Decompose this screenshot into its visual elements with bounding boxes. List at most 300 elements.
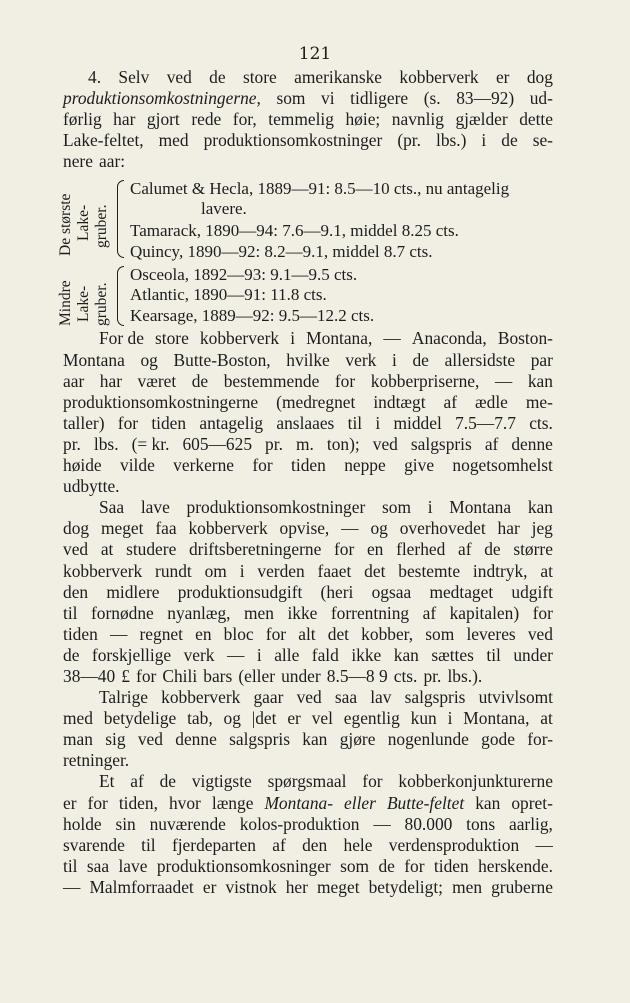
word: saa	[334, 687, 358, 708]
word: for	[265, 623, 287, 644]
word: kobberkonjunkturerne	[398, 771, 553, 792]
table-row: Calumet & Hecla, 1889—91: 8.5—10 cts., nu antagelig	[130, 179, 510, 199]
group2-label-line1: Mindre	[57, 280, 74, 327]
word: pr.	[265, 433, 283, 454]
word: amerikanske	[294, 67, 383, 87]
word: som	[425, 623, 455, 644]
word: vel	[311, 708, 333, 729]
word: ton);	[326, 433, 360, 454]
text-line	[63, 434, 553, 455]
word: dog	[63, 518, 90, 539]
word: med	[63, 708, 93, 729]
word: af	[272, 834, 286, 855]
word: ved	[137, 729, 163, 750]
word: studere	[126, 539, 177, 560]
word: gaar	[253, 687, 284, 708]
word: anslaaes	[276, 412, 335, 433]
word: Selv	[118, 67, 150, 87]
word: pr.	[63, 433, 81, 454]
word: Montana,	[306, 328, 373, 349]
word: opret-	[511, 792, 553, 813]
word: og	[140, 349, 158, 370]
word: gjøre	[339, 729, 376, 750]
word: vistnok	[225, 876, 277, 897]
word: tons	[466, 813, 496, 834]
word: nogetsomhelst	[452, 455, 553, 476]
word: For de	[99, 328, 144, 349]
word: ikke	[351, 644, 382, 665]
word: (pr.	[397, 130, 421, 151]
word: er	[495, 67, 510, 87]
word: retninger.	[63, 750, 130, 771]
word: for	[532, 602, 553, 623]
word: indtryk,	[472, 560, 528, 581]
word: kan	[527, 497, 553, 518]
word: jeg	[531, 518, 553, 539]
word: —	[63, 876, 81, 897]
text-line	[63, 151, 553, 172]
table-row: Kearsage, 1889—92: 9.5—12.2 cts.	[130, 306, 375, 326]
word: verk	[345, 349, 377, 370]
word: cts.	[529, 412, 553, 433]
word: aar	[63, 370, 85, 391]
word: er	[63, 792, 77, 813]
word: svarende	[63, 834, 125, 855]
text-line	[63, 835, 553, 856]
word: de	[484, 539, 501, 560]
word: lbs.).	[447, 665, 483, 686]
word: høide	[63, 455, 102, 476]
word: flerhed	[396, 539, 446, 560]
word: aarlig,	[508, 813, 553, 834]
word: opvise,	[279, 518, 330, 539]
word: 605—625	[182, 433, 253, 454]
word: driftsberetningerne	[188, 539, 322, 560]
word: rundt	[155, 560, 192, 581]
word: under	[513, 644, 553, 665]
word: (heri	[320, 581, 354, 602]
word: Montana-	[264, 792, 334, 813]
text-line	[63, 67, 553, 88]
word: cts.	[393, 665, 418, 686]
word: har	[113, 109, 136, 130]
word: taller)	[63, 412, 105, 433]
word: produktionsomkostningerne	[63, 391, 259, 412]
word: kobberverk	[161, 687, 241, 708]
word: kun	[410, 708, 437, 729]
word: regnet	[139, 623, 183, 644]
table-row: Atlantic, 1890—91: 11.8 cts.	[130, 285, 327, 305]
word: Malmforraadet	[89, 876, 194, 897]
word: kan	[393, 644, 419, 665]
word: vi	[321, 88, 335, 109]
word: Lake-feltet,	[63, 130, 144, 151]
word: i	[391, 349, 397, 370]
word: temmelig	[268, 109, 334, 130]
group2-brace	[117, 266, 124, 326]
word: (s.	[423, 88, 441, 109]
word: den	[302, 834, 328, 855]
word: me-	[525, 391, 553, 412]
word: de	[159, 771, 177, 792]
word: de	[191, 370, 209, 391]
word: en	[366, 539, 384, 560]
word: eller	[344, 792, 376, 813]
word: hele	[343, 834, 373, 855]
word: spørgsmaal	[267, 771, 347, 792]
word: af	[484, 433, 499, 454]
word: middel	[393, 412, 442, 433]
word: leveres	[466, 623, 516, 644]
word: nuværende	[149, 813, 226, 834]
word: for	[362, 771, 383, 792]
word: overhovedet	[399, 518, 486, 539]
cost-table	[57, 176, 553, 327]
word: bars	[203, 665, 233, 686]
word: den	[63, 581, 89, 602]
word: det	[364, 560, 386, 581]
word: de	[501, 130, 518, 151]
text-line	[63, 88, 553, 109]
word: af	[443, 391, 458, 412]
word: par	[530, 349, 553, 370]
word: store	[242, 67, 277, 87]
word: ud-	[529, 88, 553, 109]
page-number: 121	[298, 44, 332, 64]
word: til	[63, 602, 78, 623]
word: sig	[105, 729, 126, 750]
word: længe	[211, 792, 254, 813]
word: ved	[296, 687, 322, 708]
word: lave	[118, 855, 148, 876]
word: rede	[191, 109, 222, 130]
word: at	[540, 560, 553, 581]
group1-label-line2: Lake-	[75, 205, 92, 242]
text-line	[63, 771, 553, 792]
word: en	[195, 623, 212, 644]
word: hvor	[168, 792, 201, 813]
word: Montana	[63, 349, 125, 370]
word: til	[347, 412, 363, 433]
word: Montana	[449, 497, 512, 518]
word: ogsaa	[371, 581, 412, 602]
word: som	[276, 88, 306, 109]
text-line	[63, 561, 553, 582]
text-line	[63, 109, 553, 130]
word: ved	[63, 539, 89, 560]
word: —	[341, 518, 359, 539]
word: fald	[311, 644, 339, 665]
text-line	[63, 539, 553, 560]
word: betydeligt;	[368, 876, 443, 897]
word: fjerdeparten	[171, 834, 256, 855]
word: —	[373, 813, 391, 834]
word: verkerne	[173, 455, 234, 476]
word: bestemte	[398, 560, 461, 581]
word: dog	[526, 67, 553, 87]
word: tab,	[187, 708, 213, 729]
word: hvilke	[286, 349, 330, 370]
word: i	[256, 644, 262, 665]
word: verden	[257, 560, 305, 581]
word: produktionsomkostninger	[186, 497, 366, 518]
word: denne	[511, 433, 553, 454]
word: aar:	[99, 151, 126, 172]
text-line	[63, 497, 553, 518]
word: om	[204, 560, 227, 581]
word: salgspris	[410, 433, 472, 454]
word: Talrige	[99, 687, 148, 708]
word: Butte-Boston,	[173, 349, 271, 370]
word: faa	[155, 518, 177, 539]
text-line	[63, 687, 553, 708]
word: af	[458, 539, 472, 560]
word: kobberpriserne,	[370, 370, 480, 391]
word: faaet	[317, 560, 352, 581]
word: kobberverk	[199, 328, 280, 349]
table-row: Quincy, 1890—92: 8.2—9.1, middel 8.7 cts.	[130, 242, 433, 262]
word: for	[136, 665, 157, 686]
group2-label-line3: gruber.	[93, 282, 110, 327]
word: Montana,	[463, 708, 530, 729]
word: til	[63, 855, 78, 876]
word: antagelig	[199, 412, 264, 433]
word: høie;	[345, 109, 381, 130]
text-line	[63, 793, 553, 814]
text-line	[63, 392, 553, 413]
paragraph-4	[63, 67, 553, 172]
text-line	[63, 455, 553, 476]
word: m.	[295, 433, 314, 454]
word: sættes	[431, 644, 474, 665]
word: som	[340, 855, 370, 876]
paragraph-question	[63, 771, 553, 898]
word: produktionsomkosninger	[156, 855, 331, 876]
word: men	[452, 876, 483, 897]
word: for	[334, 370, 356, 391]
word: at	[540, 708, 553, 729]
word: som	[381, 497, 411, 518]
word: 80.000	[404, 813, 453, 834]
word: de	[209, 67, 226, 87]
word: for-	[527, 729, 553, 750]
word: man	[63, 729, 93, 750]
word: her	[285, 876, 308, 897]
word: af	[422, 602, 437, 623]
word: i	[290, 328, 296, 349]
word: salgspris	[404, 687, 466, 708]
word: med	[158, 130, 189, 151]
word: Saa	[99, 497, 125, 518]
word: 8.5—8 9	[326, 665, 388, 686]
word: nogenlunde	[387, 729, 469, 750]
word: |det	[251, 708, 277, 729]
word: Et	[99, 771, 115, 792]
group1-label-line3: gruber.	[93, 204, 110, 249]
word: tiden	[291, 455, 326, 476]
word: kobber,	[361, 623, 414, 644]
text-line	[63, 603, 553, 624]
word: lbs.	[93, 433, 119, 454]
word: allersidste	[444, 349, 516, 370]
word: været	[137, 370, 177, 391]
word: og	[223, 708, 241, 729]
text-line	[63, 413, 553, 434]
paragraph-low-costs	[63, 497, 553, 687]
word: har	[497, 518, 520, 539]
word: forrentning	[330, 602, 410, 623]
word: —	[109, 623, 128, 644]
word: ved	[372, 433, 398, 454]
table-row: lavere.	[201, 199, 247, 219]
word: forskjellige	[91, 644, 172, 665]
word: dette	[519, 109, 553, 130]
word: for	[117, 412, 139, 433]
word: lave	[140, 497, 170, 518]
word: tiden	[63, 623, 98, 644]
word: fornødne	[90, 602, 154, 623]
word: for	[87, 792, 108, 813]
word: kolos-produktion	[239, 813, 360, 834]
word: lbs.)	[435, 130, 467, 151]
paragraph-losses	[63, 687, 553, 771]
word: nere	[63, 151, 93, 172]
word: produktionsudgift	[177, 581, 303, 602]
word: vilde	[120, 455, 155, 476]
text-line	[63, 877, 553, 898]
word: ikke	[287, 602, 318, 623]
word: salgspris	[229, 729, 290, 750]
text-line	[63, 856, 553, 877]
text-line	[63, 729, 553, 750]
word: 4.	[88, 67, 102, 87]
word: ved	[527, 623, 553, 644]
word: 38—40	[63, 665, 116, 686]
word: udbytte.	[63, 476, 120, 497]
word: kan	[527, 370, 553, 391]
word: —	[494, 370, 513, 391]
word: i	[239, 560, 245, 581]
word: tiden	[433, 855, 469, 876]
word: denne	[175, 729, 217, 750]
paragraph-montana	[63, 328, 553, 497]
word: de	[63, 644, 80, 665]
text-line	[63, 708, 553, 729]
word: give	[404, 455, 435, 476]
text-line	[63, 814, 553, 835]
word: kobberverk	[63, 560, 143, 581]
word: herskende.	[478, 855, 553, 876]
text-line	[63, 476, 553, 497]
group2-label-line2: Lake-	[75, 286, 92, 323]
word: alle	[274, 644, 300, 665]
word: vigtigste	[191, 771, 252, 792]
body-text	[57, 67, 553, 898]
word: kapitalen)	[449, 602, 520, 623]
word: Anaconda,	[411, 328, 487, 349]
word: kan	[475, 792, 501, 813]
word: Butte-feltet	[386, 792, 465, 813]
word: større	[513, 539, 553, 560]
word: gode	[481, 729, 515, 750]
text-line	[63, 518, 553, 539]
word: bestemmende	[223, 370, 320, 391]
word: tidligere	[350, 88, 409, 109]
word: Boston-	[497, 328, 553, 349]
word: —	[535, 834, 553, 855]
word: navnlig	[391, 109, 444, 130]
word: lav	[370, 687, 392, 708]
word: egentlig	[343, 708, 400, 729]
word: er	[202, 876, 217, 897]
word: det	[327, 623, 350, 644]
word: 83—92)	[456, 88, 515, 109]
word: verdensproduktion	[388, 834, 520, 855]
word: gruberne	[491, 876, 553, 897]
word: medtaget	[429, 581, 494, 602]
word: i	[447, 708, 453, 729]
word: sin	[115, 813, 136, 834]
word: holde	[63, 813, 102, 834]
word: af	[130, 771, 144, 792]
group1-label-line1: De største	[57, 194, 74, 257]
group1-brace	[117, 180, 124, 258]
word: at	[100, 539, 114, 560]
word: ved	[166, 67, 192, 87]
word: kobberverk	[188, 518, 268, 539]
word: alt	[298, 623, 316, 644]
word: tiden	[151, 412, 187, 433]
word: i	[427, 497, 433, 518]
word: —	[383, 328, 401, 349]
word: £	[121, 665, 130, 686]
word: førlig	[63, 109, 102, 130]
word: i	[375, 412, 381, 433]
word: verk	[183, 644, 215, 665]
word: nyanlæg,	[167, 602, 231, 623]
text-line	[63, 371, 553, 392]
word: har	[99, 370, 122, 391]
word: bloc	[223, 623, 254, 644]
word: meget	[317, 876, 360, 897]
word: betydelige	[103, 708, 177, 729]
word: for	[252, 455, 273, 476]
text-line	[63, 666, 553, 687]
word: kobberverk	[399, 67, 479, 87]
word: til	[141, 834, 156, 855]
text-line	[63, 350, 553, 371]
word: er	[287, 708, 301, 729]
word: de	[412, 349, 429, 370]
word: for	[333, 539, 355, 560]
word: saa	[86, 855, 110, 876]
word: for,	[232, 109, 257, 130]
table-row: Tamarack, 1890—94: 7.6—9.1, middel 8.25 cts.	[130, 221, 459, 241]
word: midlere	[106, 581, 160, 602]
word: gjælder	[455, 109, 508, 130]
word: og	[370, 518, 388, 539]
text-line	[63, 645, 553, 666]
word: se-	[532, 130, 553, 151]
word: til	[486, 644, 501, 665]
word: tiden,	[118, 792, 158, 813]
word: (medregnet	[276, 391, 356, 412]
word: under	[281, 665, 321, 686]
word: ædle	[475, 391, 508, 412]
word: produktionsomkostningerne,	[63, 88, 261, 109]
text-line	[63, 328, 553, 349]
word: kan	[302, 729, 328, 750]
